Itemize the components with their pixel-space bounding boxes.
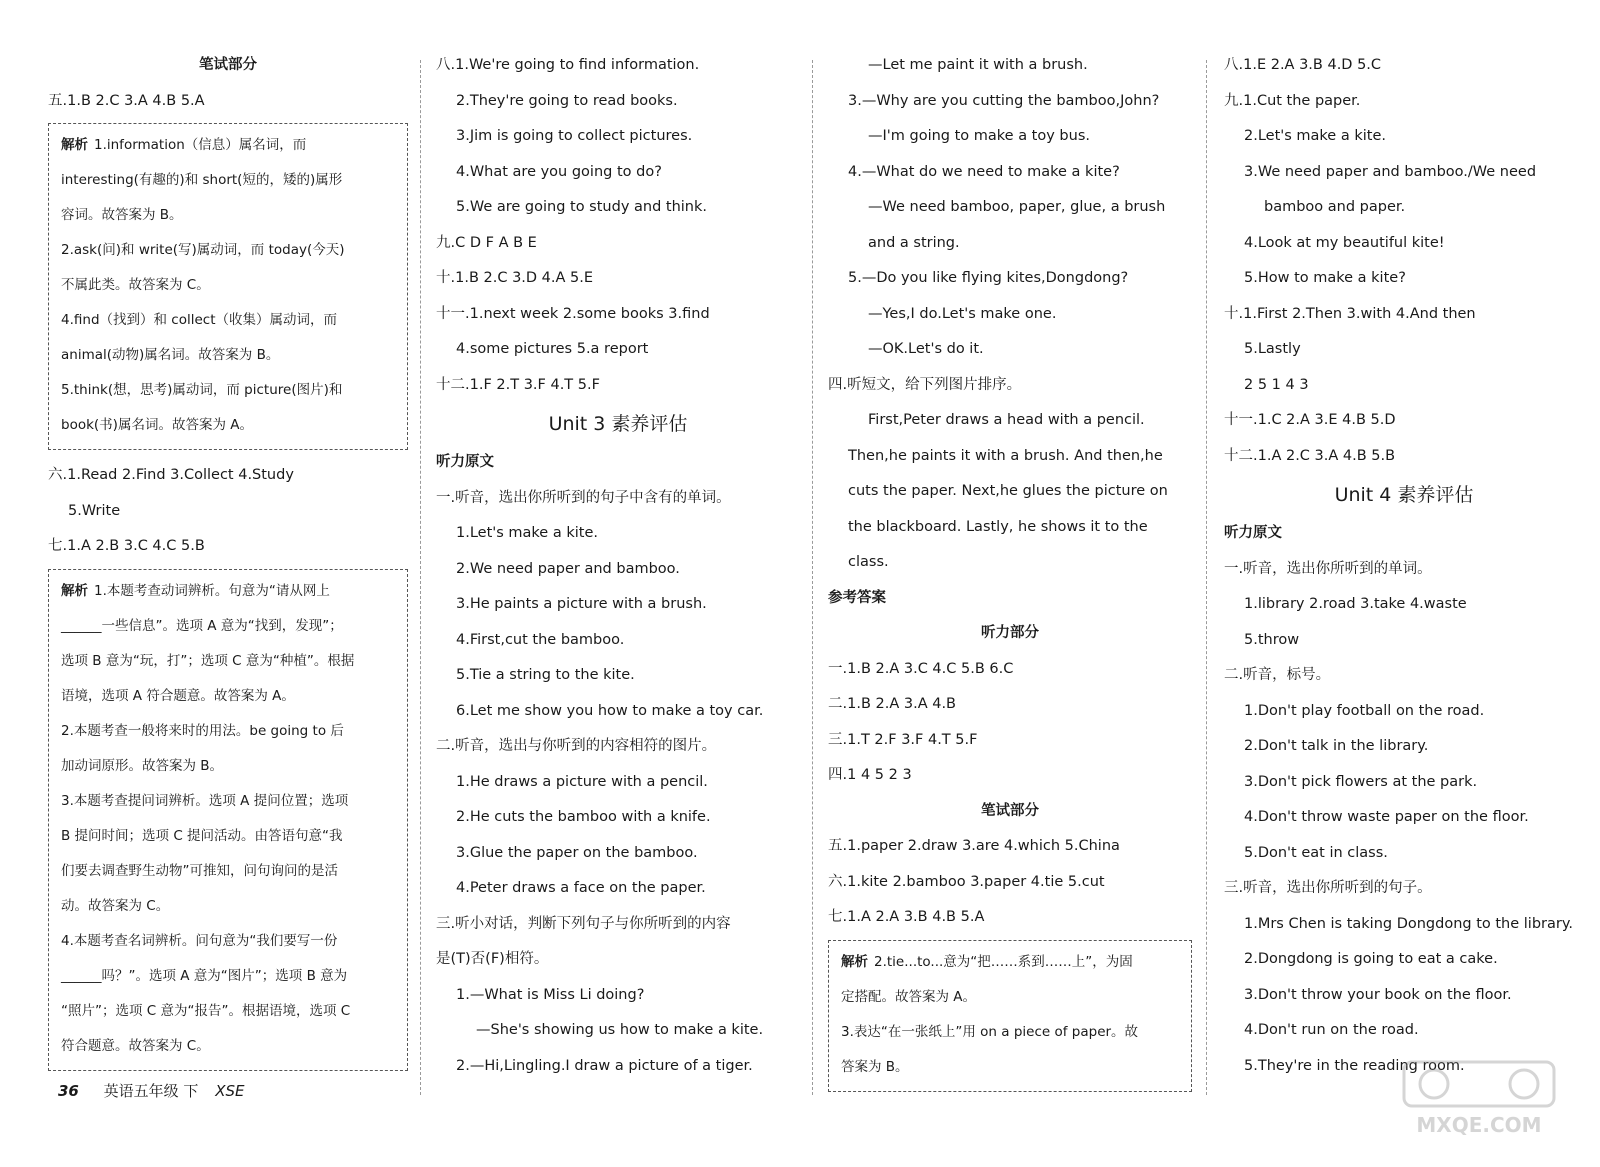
list-item: 2.Don't talk in the library. <box>1244 738 1429 754</box>
question-heading: 四.听短文，给下列图片排序。 <box>828 376 1022 393</box>
watermark-logo <box>1394 1058 1564 1140</box>
answer-line: 八.1.We're going to find information. <box>436 57 700 73</box>
analysis-line: book(书)属名词。故答案为 A。 <box>61 417 253 433</box>
analysis-line: 语境，选项 A 符合题意。故答案为 A。 <box>61 687 295 704</box>
column-divider <box>1206 60 1207 1095</box>
answer-line: 2.They're going to read books. <box>456 92 678 109</box>
analysis-line: 定搭配。故答案为 A。 <box>841 988 977 1005</box>
list-item: —Let me paint it with a brush. <box>868 57 1088 73</box>
watermark-text: MXQE.COM <box>1416 1113 1542 1137</box>
section-heading: 参考答案 <box>828 589 886 606</box>
answer-line: 一.1.B 2.A 3.C 4.C 5.B 6.C <box>828 660 1014 677</box>
column-1 <box>48 48 408 1079</box>
section-heading: 听力部分 <box>981 625 1039 641</box>
answer-line: 九.C D F A B E <box>436 234 537 251</box>
answer-line: 十一.1.next week 2.some books 3.find <box>436 305 710 322</box>
answer-line: 5.We are going to study and think. <box>456 199 707 215</box>
analysis-line: 2.tie...to...意为“把……系到……上”，为固 <box>874 953 1133 970</box>
list-item: 4.Don't throw waste paper on the floor. <box>1244 809 1529 825</box>
list-item: 6.Let me show you how to make a toy car. <box>456 702 764 719</box>
analysis-line: 答案为 B。 <box>841 1058 909 1075</box>
section-heading: 笔试部分 <box>199 57 257 73</box>
list-item: 4.First,cut the bamboo. <box>456 631 625 648</box>
analysis-line: 选项 B 意为“玩，打”；选项 C 意为“种植”。根据 <box>61 652 355 669</box>
answer-line: 七.1.A 2.B 3.C 4.C 5.B <box>48 538 205 554</box>
passage-line: First,Peter draws a head with a pencil. <box>868 412 1145 428</box>
list-item: 3.Don't throw your book on the floor. <box>1244 986 1512 1003</box>
list-item: 1.Don't play football on the road. <box>1244 702 1485 719</box>
analysis-box <box>48 123 408 450</box>
analysis-line: animal(动物)属名词。故答案为 B。 <box>61 347 280 363</box>
list-item: 4.Don't run on the road. <box>1244 1022 1419 1038</box>
list-item: 1.Let's make a kite. <box>456 525 598 541</box>
list-item: 1.Mrs Chen is taking Dongdong to the library. <box>1244 915 1573 932</box>
analysis-line: 1.本题考查动词辨析。句意为“请从网上 <box>94 582 330 599</box>
list-item: 4.—What do we need to make a kite? <box>848 163 1120 180</box>
analysis-line: B 提问时间；选项 C 提问活动。由答语句意“我 <box>61 827 343 844</box>
analysis-line: 3.表达“在一张纸上”用 on a piece of paper。故 <box>841 1023 1139 1040</box>
list-item: 4.Peter draws a face on the paper. <box>456 880 706 896</box>
list-item: —OK.Let's do it. <box>868 341 984 357</box>
analysis-line: “照片”；选项 C 意为“报告”。根据语境，选项 C <box>61 1002 351 1019</box>
answer-line: 5.Lastly <box>1244 341 1301 357</box>
analysis-line: 加动词原形。故答案为 B。 <box>61 757 224 774</box>
list-item: 2.We need paper and bamboo. <box>456 560 680 577</box>
answer-line: 十二.1.F 2.T 3.F 4.T 5.F <box>436 376 600 393</box>
answer-line: 五.1.B 2.C 3.A 4.B 5.A <box>48 92 205 109</box>
list-item: 2.He cuts the bamboo with a knife. <box>456 809 711 825</box>
analysis-line: 4.find（找到）和 collect（收集）属动词，而 <box>61 312 338 328</box>
list-item: —She's showing us how to make a kite. <box>476 1022 764 1038</box>
analysis-line: 不属此类。故答案为 C。 <box>61 277 210 293</box>
analysis-line: ______吗？”。选项 A 意为“图片”；选项 B 意为 <box>61 967 348 984</box>
answer-line: 3.Jim is going to collect pictures. <box>456 128 693 144</box>
book-code: XSE <box>215 1082 245 1100</box>
list-item: and a string. <box>868 234 960 251</box>
section-heading: 听力原文 <box>436 454 494 470</box>
answer-line: 4.some pictures 5.a report <box>456 341 649 357</box>
list-item: 5.throw <box>1244 631 1300 648</box>
list-item: 3.—Why are you cutting the bamboo,John? <box>848 92 1160 109</box>
analysis-line: 5.think(想，思考)属动词，而 picture(图片)和 <box>61 382 343 398</box>
answer-line: 七.1.A 2.A 3.B 4.B 5.A <box>828 909 985 925</box>
answer-line: 2.Let's make a kite. <box>1244 128 1386 144</box>
list-item: 2.—Hi,Lingling.I draw a picture of a tiger. <box>456 1057 753 1074</box>
answer-line: 十.1.First 2.Then 3.with 4.And then <box>1224 305 1476 322</box>
answer-line: 十一.1.C 2.A 3.E 4.B 5.D <box>1224 412 1396 428</box>
question-heading: 三.听小对话，判断下列句子与你所听到的内容 <box>436 915 731 932</box>
analysis-line: 2.ask(问)和 write(写)属动词，而 today(今天) <box>61 242 345 258</box>
column-divider <box>812 60 813 1095</box>
answer-line: 四.1 4 5 2 3 <box>828 767 912 783</box>
analysis-box <box>48 569 408 1071</box>
list-item: —We need bamboo, paper, glue, a brush <box>868 199 1166 215</box>
list-item: 5.Tie a string to the kite. <box>456 667 635 683</box>
answer-line: bamboo and paper. <box>1264 199 1406 215</box>
answer-line: 十二.1.A 2.C 3.A 4.B 5.B <box>1224 447 1396 464</box>
analysis-line: 符合题意。故答案为 C。 <box>61 1037 210 1054</box>
analysis-line: 3.本题考查提问词辨析。选项 A 提问位置；选项 <box>61 792 349 809</box>
answer-line: 4.What are you going to do? <box>456 163 662 180</box>
answer-line: 六.1.Read 2.Find 3.Collect 4.Study <box>48 467 294 483</box>
passage-line: cuts the paper. Next,he glues the picture on <box>848 483 1168 499</box>
answer-line: 九.1.Cut the paper. <box>1224 92 1361 109</box>
analysis-line: 动。故答案为 C。 <box>61 897 170 914</box>
answer-line: 三.1.T 2.F 3.F 4.T 5.F <box>828 731 978 748</box>
passage-line: Then,he paints it with a brush. And then,he <box>848 447 1163 464</box>
page-footer <box>58 1080 245 1101</box>
question-heading: 三.听音，选出你所听到的句子。 <box>1224 880 1432 896</box>
unit-title: Unit 4 素养评估 <box>1334 484 1474 506</box>
column-divider <box>420 60 421 1095</box>
analysis-line: ______一些信息”。选项 A 意为“找到，发现”； <box>61 617 343 634</box>
list-item: 3.He paints a picture with a brush. <box>456 596 707 612</box>
page-number: 36 <box>58 1082 79 1100</box>
list-item: 3.Glue the paper on the bamboo. <box>456 844 698 861</box>
answer-line: 3.We need paper and bamboo./We need <box>1244 163 1537 180</box>
answer-line: 十.1.B 2.C 3.D 4.A 5.E <box>436 270 594 286</box>
list-item: 5.—Do you like flying kites,Dongdong? <box>848 270 1129 286</box>
analysis-line: 4.本题考查名词辨析。问句意为“我们要写一份 <box>61 932 338 949</box>
analysis-tag: 解析 <box>841 953 868 970</box>
analysis-line: interesting(有趣的)和 short(短的，矮的)属形 <box>61 172 343 188</box>
question-heading: 二.听音，选出与你听到的内容相符的图片。 <box>436 738 717 754</box>
list-item: 3.Don't pick flowers at the park. <box>1244 773 1478 790</box>
unit-title: Unit 3 素养评估 <box>548 413 688 435</box>
question-heading: 二.听音，标号。 <box>1224 667 1331 683</box>
column-2 <box>436 48 800 1084</box>
list-item: 1.He draws a picture with a pencil. <box>456 773 708 790</box>
answer-line: 八.1.E 2.A 3.B 4.D 5.C <box>1224 57 1382 73</box>
question-heading: 是(T)否(F)相符。 <box>436 951 549 967</box>
question-heading: 一.听音，选出你所听到的单词。 <box>1224 560 1432 577</box>
answer-line: 5.How to make a kite? <box>1244 270 1406 286</box>
list-item: 2.Dongdong is going to eat a cake. <box>1244 951 1498 967</box>
list-item: 5.Don't eat in class. <box>1244 844 1388 861</box>
question-heading: 一.听音，选出你所听到的句子中含有的单词。 <box>436 489 731 506</box>
list-item: 1.—What is Miss Li doing? <box>456 986 645 1003</box>
analysis-tag: 解析 <box>61 582 88 599</box>
section-heading: 听力原文 <box>1224 525 1282 541</box>
answer-line: 2 5 1 4 3 <box>1244 376 1309 393</box>
analysis-line: 们要去调查野生动物”可推知，问句询问的是活 <box>61 862 338 879</box>
answer-line: 5.Write <box>68 502 121 519</box>
answer-line: 五.1.paper 2.draw 3.are 4.which 5.China <box>828 838 1120 854</box>
analysis-box <box>828 940 1192 1092</box>
answer-line: 二.1.B 2.A 3.A 4.B <box>828 696 957 712</box>
list-item: 1.library 2.road 3.take 4.waste <box>1244 596 1467 612</box>
answer-line: 4.Look at my beautiful kite! <box>1244 234 1445 251</box>
column-3 <box>828 48 1192 1100</box>
analysis-tag: 解析 <box>61 137 88 153</box>
list-item: —I'm going to make a toy bus. <box>868 128 1090 144</box>
list-item: 5.They're in the reading room. <box>1244 1057 1465 1074</box>
list-item: —Yes,I do.Let's make one. <box>868 305 1057 322</box>
analysis-line: 1.information（信息）属名词，而 <box>94 137 307 153</box>
analysis-line: 容词。故答案为 B。 <box>61 207 183 223</box>
book-title: 英语五年级 下 <box>103 1082 199 1100</box>
column-4 <box>1224 48 1584 1084</box>
answer-line: 六.1.kite 2.bamboo 3.paper 4.tie 5.cut <box>828 873 1105 890</box>
section-heading: 笔试部分 <box>981 802 1039 819</box>
analysis-line: 2.本题考查一般将来时的用法。be going to 后 <box>61 722 344 739</box>
passage-line: the blackboard. Lastly, he shows it to the <box>848 518 1148 535</box>
passage-line: class. <box>848 554 889 570</box>
